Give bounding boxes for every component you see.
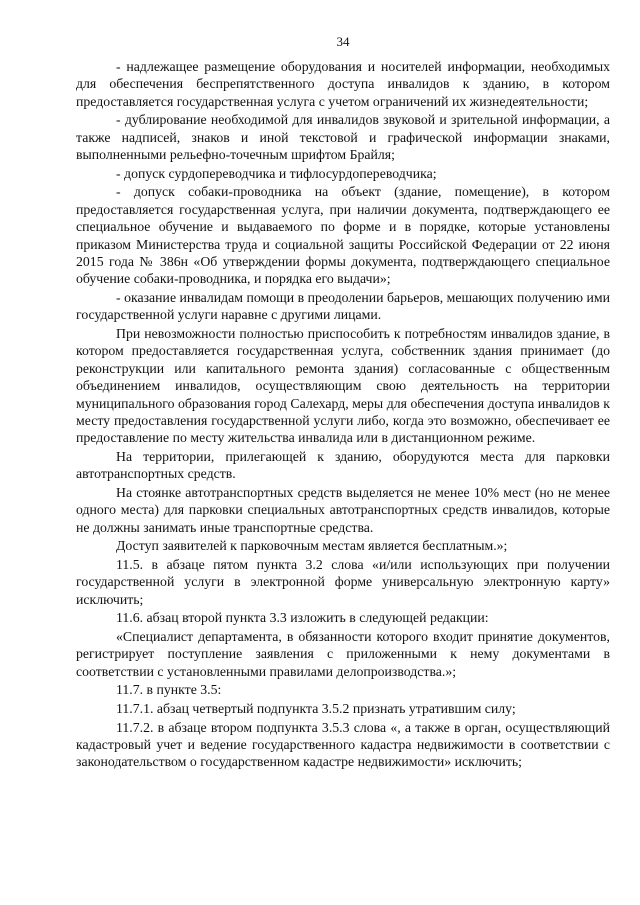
paragraph-4: - допуск собаки-проводника на объект (здание, помещение), в котором предоставляется государственная услуга, при наличии документа, подтверждающего ее специальное обучение и выдаваемого по форме и в порядке, которые установлены приказом Министерства труда и социальной защиты Российской Федерации от 22 июня 2015 года № 386н «Об утверждении формы документа, подтверждающего специальное обучение собаки-проводника, и порядка его выдачи»;	[76, 184, 610, 287]
page-number: 34	[336, 34, 350, 49]
paragraph-11: 11.6. абзац второй пункта 3.3 изложить в следующей редакции:	[116, 610, 489, 626]
paragraph-6: При невозможности полностью приспособить к потребностям инвалидов здание, в котором предоставляется государственная услуга, собственник здания принимает (до реконструкции или капитального ремонта здания) согласованные с общественным объединением инвалидов, осуществляющим свою деятельность на территории муниципального образования город Салехард, меры для обеспечения доступа инвалидов к месту предоставления государственной услуги либо, когда это возможно, обеспечивает ее предоставление по месту жительства инвалида или в дистанционном режиме.	[76, 326, 610, 446]
paragraph-10: 11.5. в абзаце пятом пункта 3.2 слова «и/или использующих при получении государственной услуги в электронной форме универсальную электронную карту» исключить;	[76, 557, 610, 607]
paragraph-15: 11.7.2. в абзаце втором подпункта 3.5.3 слова «, а также в орган, осуществляющий кадастровый учет и ведение государственного кадастра недвижимости в соответствии с законодательством о государственном кадастре недвижимости» исключить;	[76, 719, 610, 770]
paragraph-13: 11.7. в пункте 3.5:	[116, 682, 222, 698]
paragraph-14: 11.7.1. абзац четвертый подпункта 3.5.2 признать утратившим силу;	[116, 701, 516, 717]
paragraph-3: - допуск сурдопереводчика и тифлосурдопереводчика;	[116, 165, 437, 181]
paragraph-2: - дублирование необходимой для инвалидов звуковой и зрительной информации, а также надписей, знаков и иной текстовой и графической информации знаками, выполненными рельефно-точечным шрифтом Брайля;	[76, 112, 610, 163]
paragraph-1: - надлежащее размещение оборудования и носителей информации, необходимых для обеспечения беспрепятственного доступа инвалидов к зданию, в котором предоставляется государственная услуга с учетом ограничений их жизнедеятельности;	[76, 59, 610, 109]
paragraph-5: - оказание инвалидам помощи в преодолении барьеров, мешающих получению ими государственной услуги наравне с другими лицами.	[76, 290, 610, 323]
document-body	[76, 58, 610, 772]
paragraph-7: На территории, прилегающей к зданию, оборудуются места для парковки автотранспортных средств.	[76, 449, 610, 482]
paragraph-12: «Специалист департамента, в обязанности которого входит принятие документов, регистрирует поступление заявления с приложенными к нему документами в соответствии с установленными правилами делопроизводства.»;	[76, 629, 610, 679]
paragraph-8: На стоянке автотранспортных средств выделяется не менее 10% мест (но не менее одного места) для парковки специальных автотранспортных средств инвалидов, которые не должны занимать иные транспортные средства.	[76, 485, 610, 535]
paragraph-9: Доступ заявителей к парковочным местам является бесплатным.»;	[116, 538, 508, 554]
